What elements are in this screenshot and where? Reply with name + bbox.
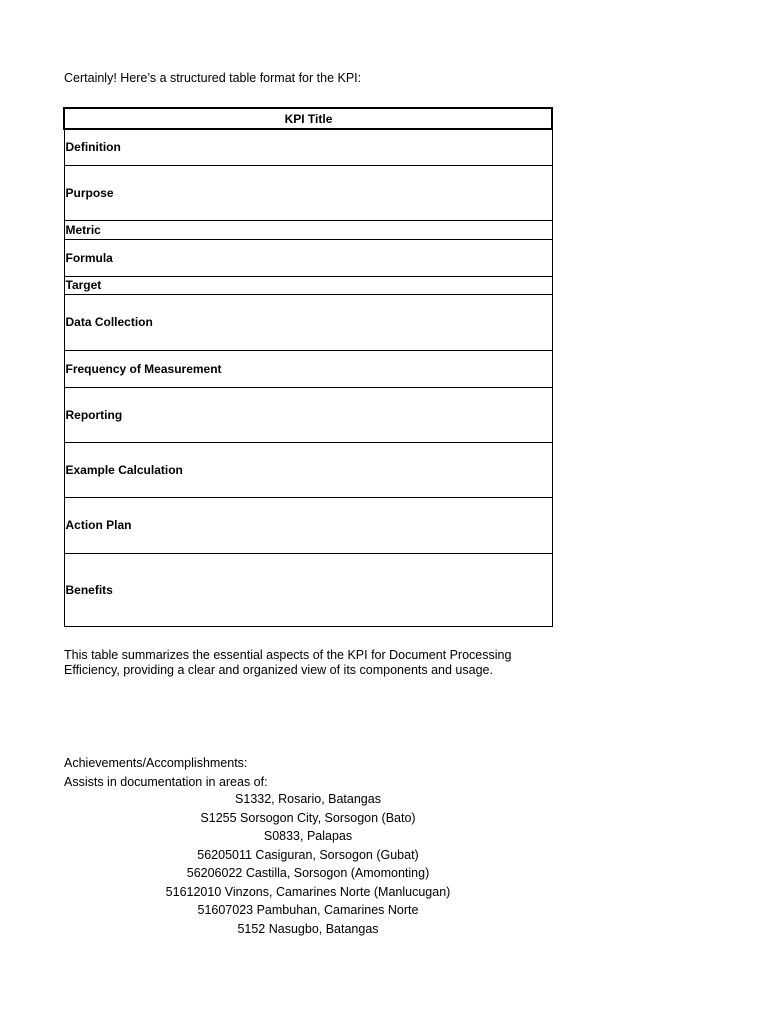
table-row: [64, 239, 552, 276]
list-item: 51612010 Vinzons, Camarines Norte (Manlucugan): [165, 884, 451, 899]
table-row: [64, 220, 552, 239]
list-item: S1332, Rosario, Batangas: [235, 792, 381, 806]
table-row: [64, 165, 552, 220]
table-row: [64, 294, 552, 350]
table-row: [64, 350, 552, 387]
list-item: 5152 Nasugbo, Batangas: [237, 921, 379, 936]
list-item: 56206022 Castilla, Sorsogon (Amomonting): [186, 866, 430, 880]
intro-text: Certainly! Here’s a structured table format for the KPI:: [64, 71, 362, 85]
row-purpose: Purpose: [64, 165, 552, 220]
row-example-calculation: Example Calculation: [64, 442, 552, 497]
table-row: [64, 553, 552, 626]
achievements-heading: Achievements/Accomplishments:: [64, 756, 248, 770]
row-frequency: Frequency of Measurement: [64, 350, 552, 387]
row-reporting: Reporting: [64, 387, 552, 442]
areas-list: [64, 790, 552, 938]
kpi-title-row: [64, 108, 552, 129]
table-row: [64, 129, 552, 165]
list-item: S1255 Sorsogon City, Sorsogon (Bato): [200, 810, 416, 825]
row-action-plan: Action Plan: [64, 497, 552, 553]
row-target: Target: [64, 276, 552, 294]
row-definition: Definition: [64, 129, 552, 165]
row-metric: Metric: [64, 220, 552, 239]
list-item: 56205011 Casiguran, Sorsogon (Gubat): [197, 847, 419, 862]
table-row: [64, 497, 552, 553]
list-item: 51607023 Pambuhan, Camarines Norte: [197, 903, 419, 917]
table-row: [64, 442, 552, 497]
table-row: [64, 276, 552, 294]
kpi-title-header: KPI Title: [64, 108, 552, 129]
summary-text: This table summarizes the essential aspects of the KPI for Document Processing Efficiency, providing a clear and organized view of its components and usage.: [64, 648, 512, 677]
kpi-table: [63, 107, 553, 627]
row-benefits: Benefits: [64, 553, 552, 626]
table-row: [64, 387, 552, 442]
row-formula: Formula: [64, 239, 552, 276]
list-item: S0833, Palapas: [263, 829, 353, 843]
achievements-subheading: Assists in documentation in areas of:: [64, 774, 268, 789]
achievements-block: [64, 754, 268, 791]
row-data-collection: Data Collection: [64, 294, 552, 350]
